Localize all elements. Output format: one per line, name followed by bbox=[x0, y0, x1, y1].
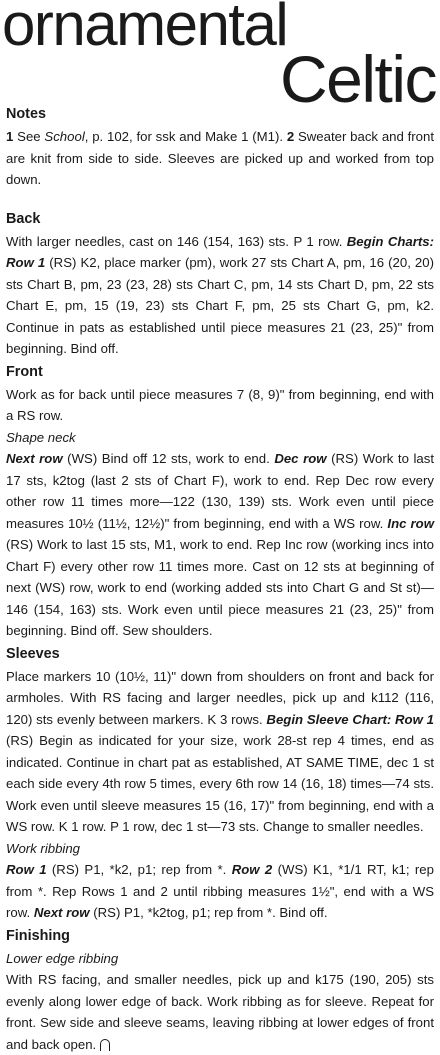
ribbing-row-2: Row 2 bbox=[231, 862, 273, 877]
back-text-b: (RS) K2, place marker (pm), work 27 sts Chart A, pm, 16 (20, 20) sts Chart B, pm, 23 (23, 28) sts Chart C, pm, 14 sts Chart D, pm, 22 sts Chart E, pm, 15 (19, 23) sts Chart F, pm, 25 sts Chart G, pm, k2. Continue in pats as established until piece measures 21 (23, 25)" from beginning. Bind off. bbox=[6, 255, 434, 356]
front-text-b: (RS) Work to last 17 sts, k2tog (last 2 sts of Chart F), work to end. Rep Dec row every other row 11 times more—122 (130, 139) sts. Work even until piece measures 10½ (11½, 12½)" from beginning, end with a WS row. bbox=[6, 451, 434, 531]
ribbing-next-row: Next row bbox=[33, 905, 90, 920]
sleeves-text-a: Place markers 10 (10½, 11)" down from shoulders on front and back for armholes. With RS facing and larger needles, pick up and k112 (116, 120) sts evenly between markers. K 3 rows. bbox=[6, 668, 434, 727]
notes-heading: Notes bbox=[6, 106, 46, 122]
work-ribbing-subheading: Work ribbing bbox=[6, 840, 81, 856]
title-line-1: ornamental bbox=[2, 0, 288, 58]
back-text-a: With larger needles, cast on 146 (154, 163) sts. P 1 row. bbox=[6, 233, 347, 249]
ribbing-row-1: Row 1 bbox=[6, 862, 47, 877]
back-heading: Back bbox=[6, 210, 41, 227]
end-mark-icon bbox=[100, 1039, 110, 1051]
title-line-2: Celtic bbox=[279, 42, 436, 116]
note-2-text: Sweater back and front are knit from side to side. Sleeves are picked up and worked from top down. bbox=[6, 129, 435, 187]
sleeves-heading: Sleeves bbox=[6, 645, 60, 662]
front-dec-row: Dec row bbox=[274, 451, 327, 466]
ribbing-text-e: (RS) P1, *k2tog, p1; rep from *. Bind off. bbox=[89, 905, 328, 920]
note-1-text-a: See bbox=[13, 129, 45, 144]
notes-paragraph bbox=[6, 126, 434, 191]
shape-neck-subheading: Shape neck bbox=[6, 429, 76, 445]
finishing-heading: Finishing bbox=[6, 927, 70, 944]
front-paragraph bbox=[6, 448, 434, 642]
pattern-body bbox=[6, 102, 434, 1055]
front-intro: Work as for back until piece measures 7 (8, 9)" from beginning, end with a RS row. bbox=[6, 386, 434, 423]
sleeves-text-b: (RS) Begin as indicated for your size, work 28-st rep 4 times, end as indicated. Continue in chart pat as established, AT SAME TIME, dec 1 st each side every 4th row 5 times, every 6th row 14 (16, 18) times—74 sts. Work even until sleeve measures 15 (16, 17)" from beginning, end with a WS row. K 1 row. P 1 row, dec 1 st—73 sts. Change to smaller needles. bbox=[6, 733, 434, 834]
back-paragraph bbox=[6, 231, 434, 360]
sleeves-paragraph bbox=[6, 666, 434, 838]
front-next-row: Next row bbox=[6, 451, 63, 466]
front-text-a: (WS) Bind off 12 sts, work to end. bbox=[62, 451, 275, 466]
note-1-school: School bbox=[44, 129, 85, 144]
finishing-paragraph bbox=[6, 969, 434, 1055]
note-1-text-b: , p. 102, for ssk and Make 1 (M1). bbox=[84, 129, 287, 144]
note-1-number: 1 bbox=[6, 129, 14, 144]
ribbing-text-d: (WS) K1, *1/1 RT, k1; rep from *. Rep Rows 1 and 2 until ribbing measures 1½", end with a WS row. bbox=[6, 862, 434, 920]
back-begin-charts: Begin Charts: Row 1 bbox=[6, 233, 434, 270]
finishing-text: With RS facing, and smaller needles, pick up and k175 (190, 205) sts evenly along lower edge of back. Work ribbing as for sleeve. Repeat for front. Sew side and sleeve seams, leaving ribbing at lower edges of front and back open. bbox=[6, 972, 434, 1052]
front-heading: Front bbox=[6, 363, 43, 380]
sleeves-begin-chart: Begin Sleeve Chart: Row 1 bbox=[266, 711, 434, 727]
front-inc-row: Inc row bbox=[387, 515, 434, 531]
note-2-number: 2 bbox=[286, 129, 295, 144]
ribbing-text-c: (RS) P1, *k2, p1; rep from *. bbox=[46, 862, 232, 877]
front-text-c: (RS) Work to last 15 sts, M1, work to end. Rep Inc row (working incs into Chart F) every other row 11 times more. Cast on 12 sts at beginning of next (WS) row, work to end (working added sts into Chart G and St st)—146 (154, 163) sts. Work even until piece measures 21 (23, 25)" from beginning. Bind off. Sew shoulders. bbox=[6, 537, 434, 638]
lower-edge-ribbing-subheading: Lower edge ribbing bbox=[6, 950, 119, 966]
ribbing-paragraph bbox=[6, 859, 434, 924]
